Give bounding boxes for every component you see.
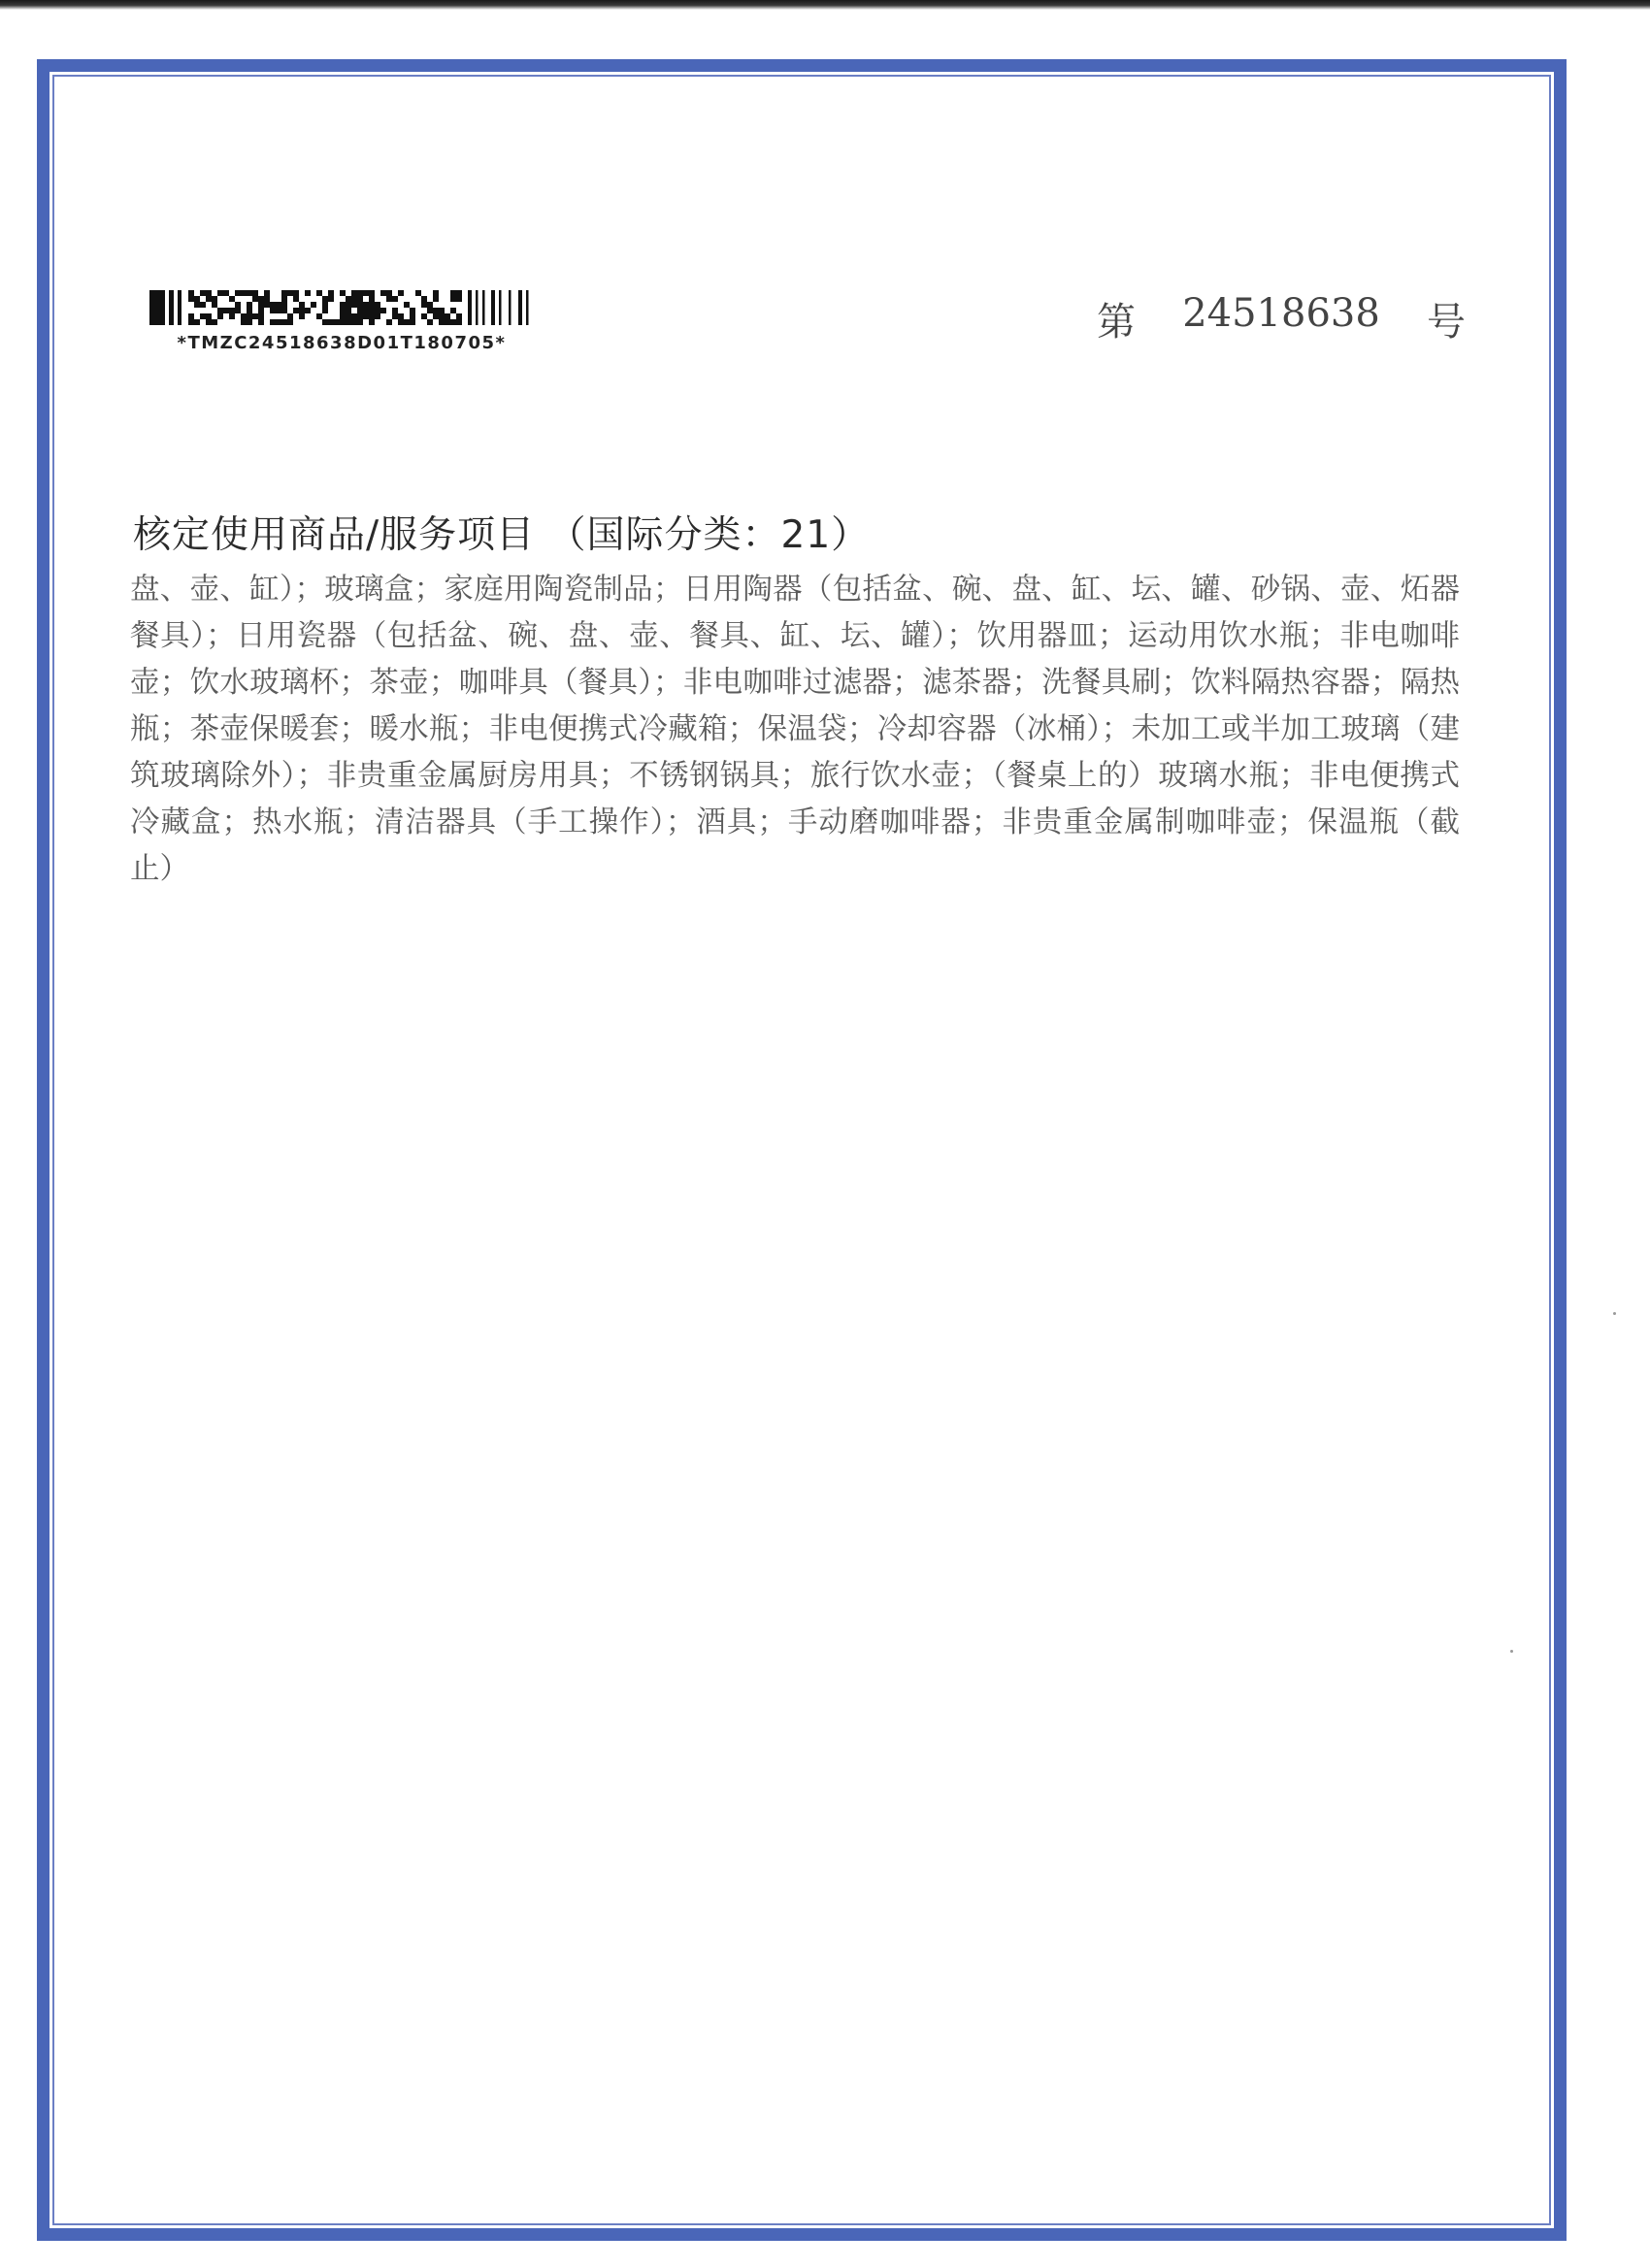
scan-speck bbox=[1613, 1312, 1616, 1315]
scan-speck bbox=[1510, 1650, 1513, 1653]
barcode-graphic bbox=[148, 286, 536, 327]
barcode-code: *TMZC24518638D01T180705* bbox=[177, 333, 507, 353]
barcode-block bbox=[148, 286, 536, 353]
goods-title: 核定使用商品/服务项目 （国际分类：21） bbox=[133, 513, 871, 557]
goods-list: 盘、壶、缸）；玻璃盒；家庭用陶瓷制品；日用陶器（包括盆、碗、盘、缸、坛、罐、砂锅、壶、炻器餐具）；日用瓷器（包括盆、碗、盘、壶、餐具、缸、坛、罐）；饮用器皿；运动用饮水瓶；非电咖啡壶；饮水玻璃杯；茶壶；咖啡具（餐具）；非电咖啡过滤器；滤茶器；洗餐具刷；饮料隔热容器；隔热瓶；茶壶保暖套；暖水瓶；非电便携式冷藏箱；保温袋；冷却容器（冰桶）；未加工或半加工玻璃（建筑玻璃除外）；非贵重金属厨房用具；不锈钢锅具；旅行饮水壶；（餐桌上的）玻璃水瓶；非电便携式冷藏盒；热水瓶；清洁器具（手工操作）；酒具；手动磨咖啡器；非贵重金属制咖啡壶；保温瓶（截止） bbox=[130, 573, 1460, 886]
registration-suffix: 号 bbox=[1427, 300, 1466, 345]
registration-value: 24518638 bbox=[1182, 291, 1380, 336]
scan-edge bbox=[0, 0, 1650, 10]
certificate-inner-border bbox=[52, 75, 1551, 2225]
registration-prefix: 第 bbox=[1097, 300, 1136, 345]
registration-number bbox=[1097, 291, 1466, 346]
